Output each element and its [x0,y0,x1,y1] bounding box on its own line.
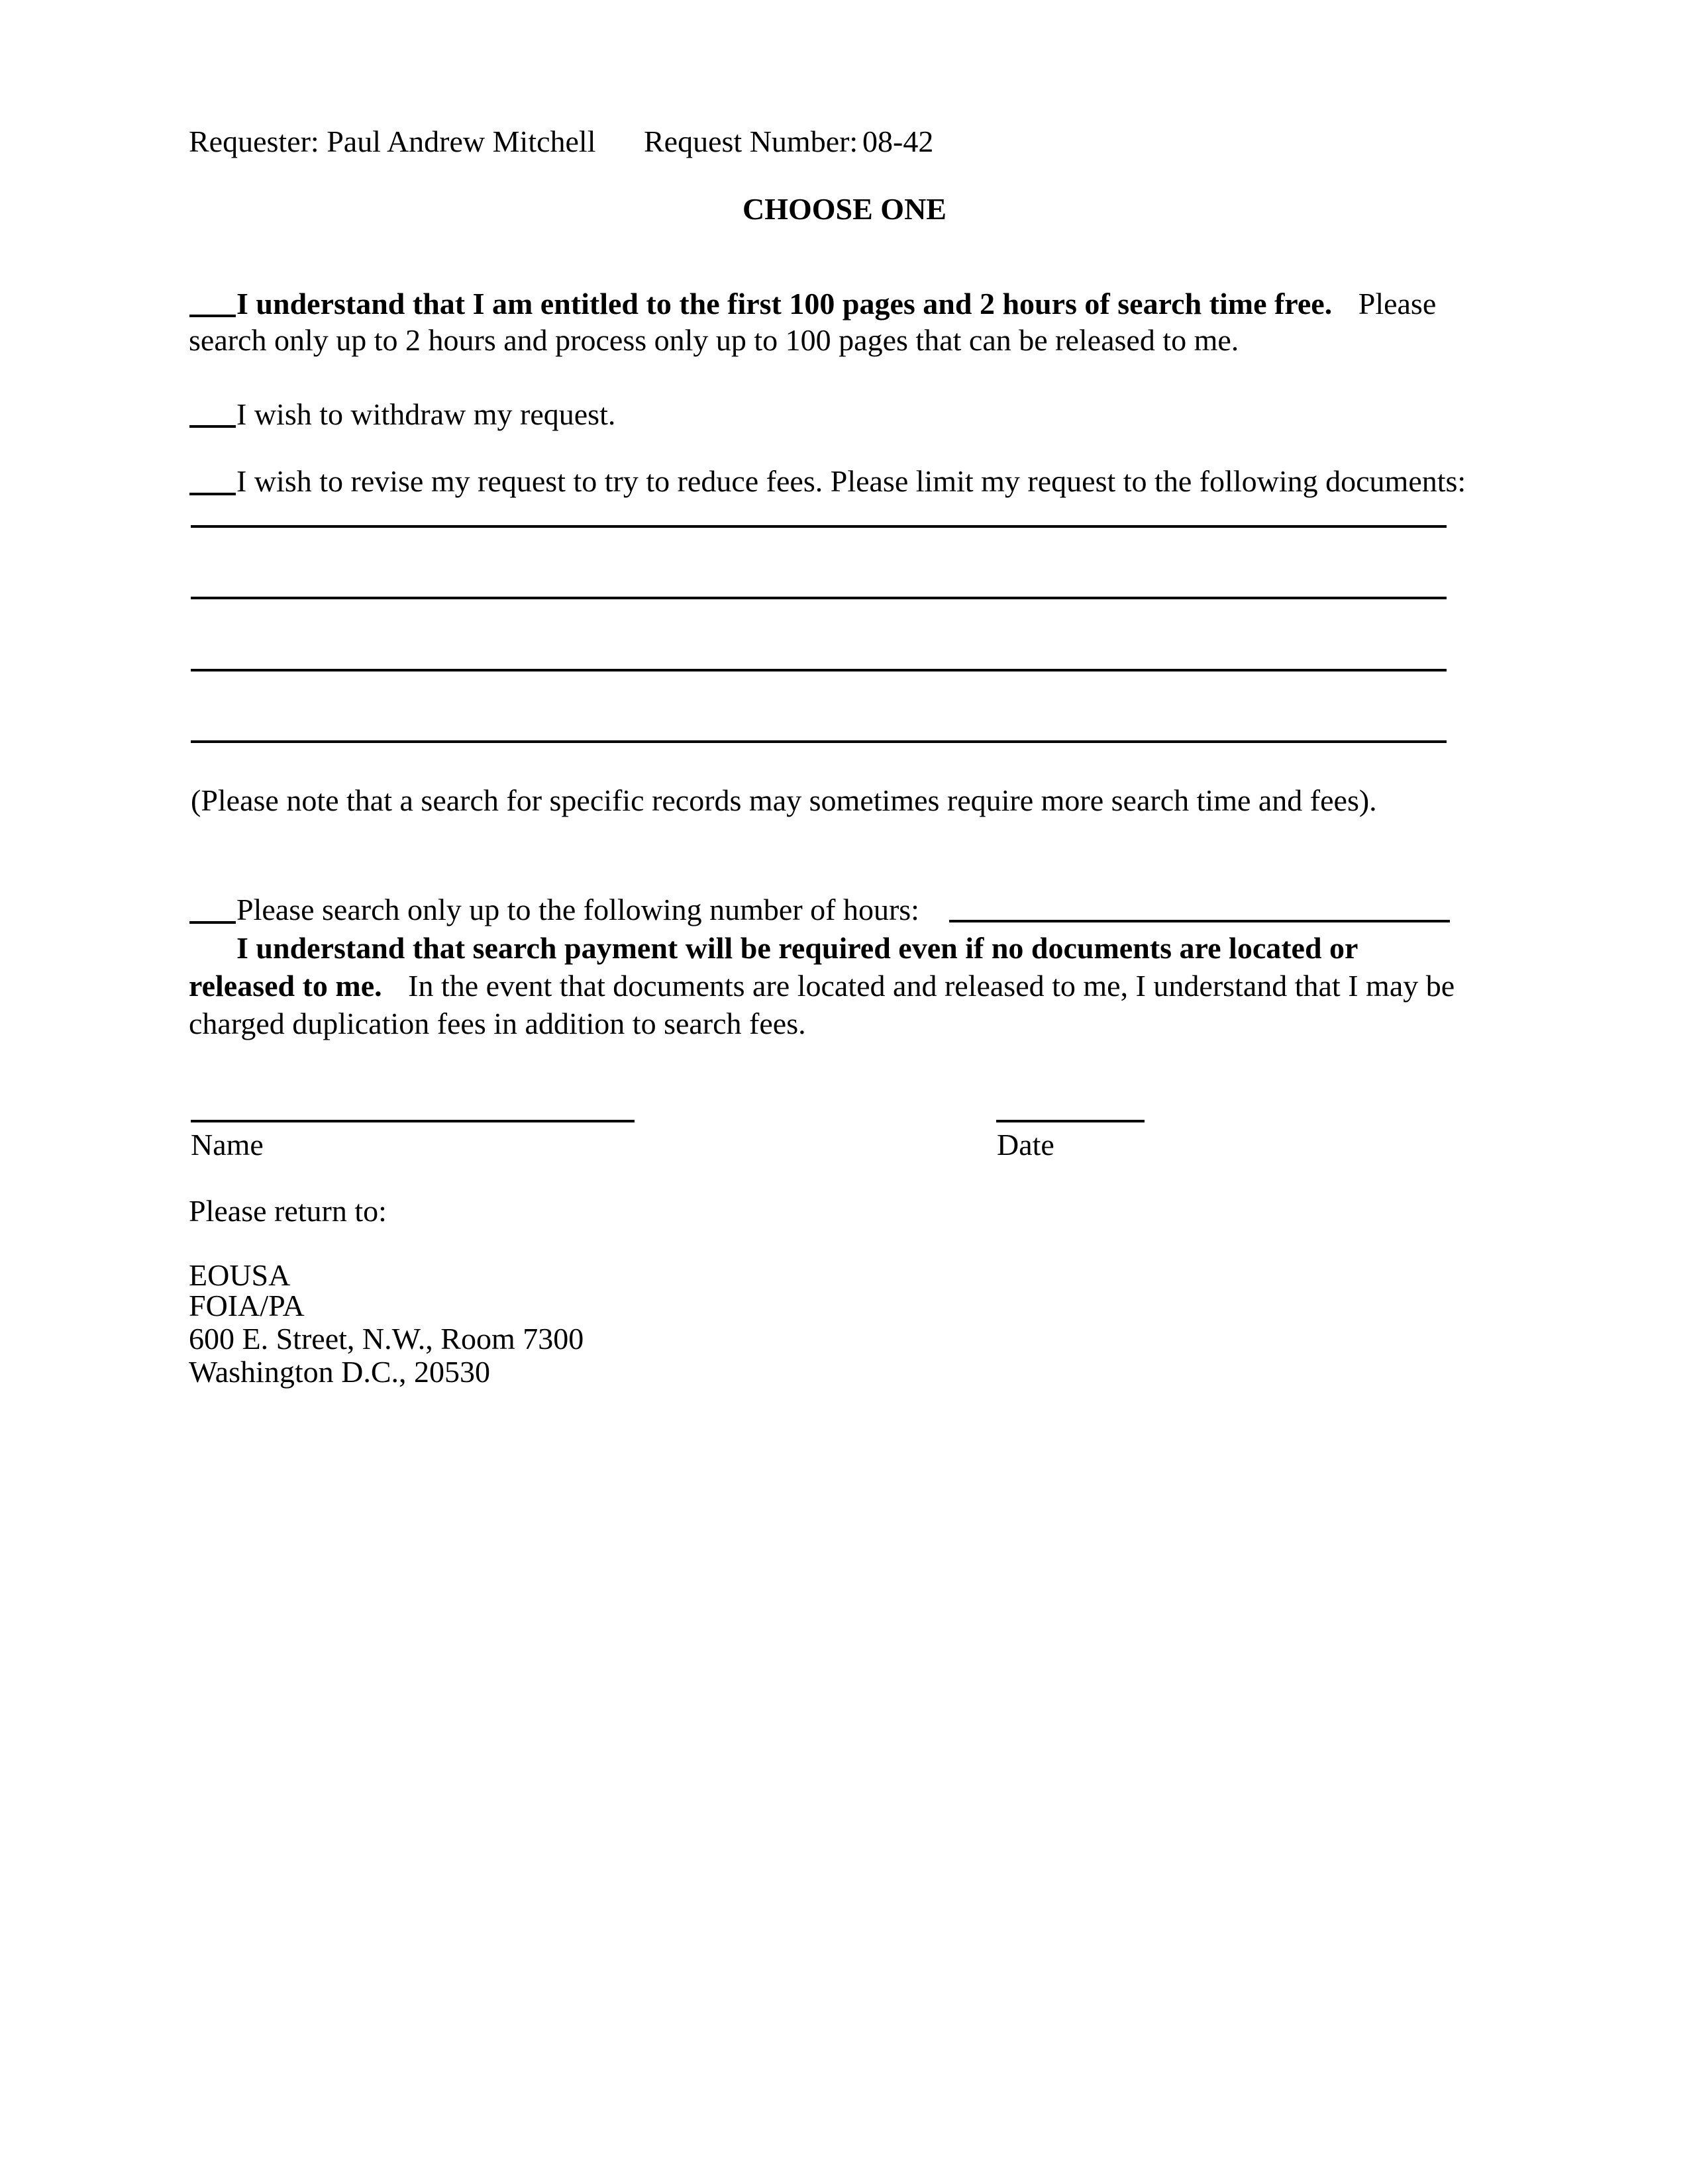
date-line [996,1120,1145,1122]
requester-name: Paul Andrew Mitchell [327,124,596,158]
requester-field [189,124,596,159]
option1-line1 [236,287,1436,321]
option1-line2: search only up to 2 hours and process only up to 100 pages that can be released to me. [189,323,1239,357]
option1-text-regular: Please [1358,287,1437,321]
fill-in-line-1 [191,525,1447,528]
fill-in-line-2 [191,597,1447,599]
payment-line2-bold: released to me. [189,969,382,1003]
option2-text: I wish to withdraw my request. [236,397,616,431]
choose-one-title: CHOOSE ONE [742,192,947,226]
option4-checkbox-blank-line [189,921,236,924]
requester-label: Requester: [189,124,319,158]
option1-text-bold: I understand that I am entitled to the first 100 pages and 2 hours of search time free. [236,287,1333,321]
option1-checkbox-blank-line [189,315,236,317]
address-line: 600 E. Street, N.W., Room 7300 [189,1322,584,1356]
name-signature-line [191,1120,635,1122]
search-note: (Please note that a search for specific records may sometimes require more search time and fees). [191,783,1377,817]
payment-line2-regular: In the event that documents are located and released to me, I understand that I may be [408,969,1455,1003]
payment-line3: charged duplication fees in addition to search fees. [189,1007,806,1040]
name-label: Name [191,1128,264,1162]
option4-text: Please search only up to the following number of hours: [236,893,919,926]
date-label: Date [997,1128,1054,1162]
address-line: EOUSA [189,1258,291,1292]
option2-checkbox-blank-line [189,425,236,428]
fill-in-line-4 [191,740,1447,743]
option3-checkbox-blank-line [189,493,236,495]
request-number-value: 08-42 [862,124,934,158]
fill-in-line-3 [191,669,1447,671]
payment-line2 [189,969,1455,1003]
address-line: Washington D.C., 20530 [189,1355,491,1389]
request-number-label: Request Number: [644,124,858,158]
return-to-heading: Please return to: [189,1194,387,1228]
address-line: FOIA/PA [189,1289,305,1322]
payment-line1-bold: I understand that search payment will be required even if no documents are located or [236,931,1358,965]
hours-blank-line [949,920,1450,922]
option3-text: I wish to revise my request to try to reduce fees. Please limit my request to the following documents: [236,464,1466,498]
